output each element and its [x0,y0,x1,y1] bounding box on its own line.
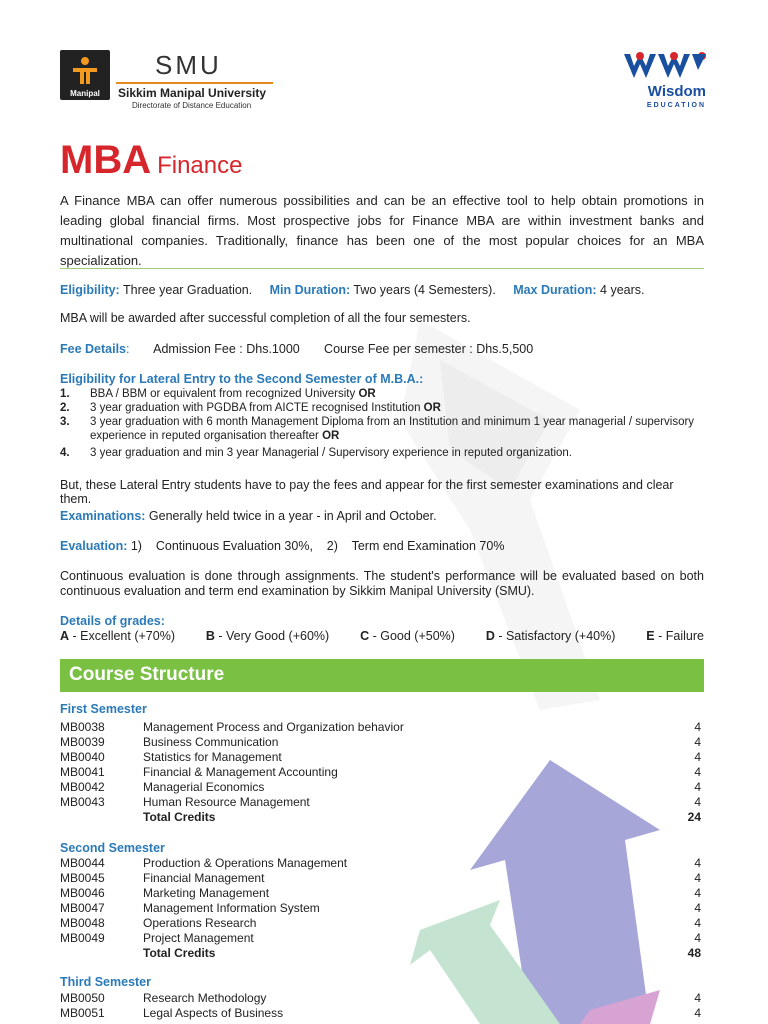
course-code: MB0050 [60,991,105,1005]
total-value: 24 [687,810,701,824]
list-number: 3. [60,416,70,428]
course-code: MB0045 [60,871,105,885]
grade-letter: C [360,629,370,643]
list-text: 3 year graduation with 6 month Management Diploma from an Institution and minimum 1 year managerial / supervisory experience in reputed organisation thereafter [90,416,695,442]
page-title [60,138,242,183]
divider [60,268,704,269]
course-row [60,856,704,871]
course-credits: 4 [694,916,701,930]
grade-item [486,629,616,643]
course-row [60,916,704,931]
title-sub: Finance [157,152,243,179]
wisdom-emblem-icon [622,50,708,82]
course-credits: 4 [694,1006,701,1020]
total-label: Total Credits [143,810,216,824]
course-row [60,765,704,780]
smu-title: SMU [155,50,222,80]
course-row [60,991,704,1006]
grade-item [60,629,175,643]
course-code: MB0051 [60,1006,105,1020]
semester-heading: Third Semester [60,975,152,989]
course-credits: 4 [694,795,701,809]
course-code: MB0042 [60,780,105,794]
course-credits: 4 [694,735,701,749]
course-name: Human Resource Management [143,795,310,809]
course-row [60,735,704,750]
min-duration-label: Min Duration: [269,283,351,297]
total-credits-row [60,946,704,961]
course-name: Financial Management [143,871,265,885]
course-credits: 4 [694,871,701,885]
lateral-list [60,387,706,460]
course-row [60,780,704,795]
course-name: Statistics for Management [143,750,282,764]
course-credits: 4 [694,720,701,734]
grade-item [646,629,704,643]
course-name: Production & Operations Management [143,856,348,870]
list-item [60,387,706,401]
course-code: MB0046 [60,886,105,900]
course-credits: 4 [694,856,701,870]
grade-item [360,629,455,643]
list-text: BBA / BBM or equivalent from recognized University [90,388,356,400]
course-structure-title: Course Structure [69,664,225,685]
list-text: 3 year graduation with PGDBA from AICTE recognised Institution [90,402,421,414]
list-or: OR [322,430,340,442]
list-item [60,401,706,415]
grade-letter: B [205,629,215,643]
examinations-value: Generally held twice in a year - in April and October. [148,509,437,523]
max-duration-value: 4 years. [600,283,645,297]
wisdom-name: Wisdom [647,83,706,100]
course-name: Business Communication [143,735,279,749]
max-duration-label: Max Duration: [513,283,597,297]
directorate-name: Directorate of Distance Education [132,101,252,110]
course-credits: 4 [694,886,701,900]
course-code: MB0041 [60,765,105,779]
list-item [60,415,706,443]
grade-desc: - Failure [654,629,704,643]
course-list [60,720,704,825]
lateral-heading [60,372,704,386]
course-code: MB0040 [60,750,105,764]
intro-paragraph: A Finance MBA can offer numerous possibilities and can be an effective tool to help obtain promotions in leading global financial firms. Most prospective jobs for Finance MBA are within investment banks and multinational companies. Traditionally, finance has been one of the most popular choices for an MBA specialization. [60,193,704,268]
list-or: OR [358,388,376,400]
course-code: MB0048 [60,916,105,930]
course-structure-banner [60,659,704,692]
course-code: MB0047 [60,901,105,915]
list-number: 4. [60,447,70,459]
course-code: MB0044 [60,856,105,870]
wisdom-logo [620,50,710,112]
course-code: MB0038 [60,720,105,734]
course-row [60,1006,704,1021]
evaluation-label: Evaluation: [60,539,128,553]
min-duration-value: Two years (4 Semesters). [353,283,496,297]
manipal-label: Manipal [70,89,100,98]
course-code: MB0049 [60,931,105,945]
examinations-label: Examinations: [60,509,146,523]
course-row [60,931,704,946]
course-code: MB0039 [60,735,105,749]
grade-desc: - Good (+50%) [369,629,455,643]
eligibility-label: Eligibility: [60,283,120,297]
course-name: Financial & Management Accounting [143,765,338,779]
admission-fee: Admission Fee : Dhs.1000 [153,342,300,356]
list-item [60,446,706,460]
smu-rule [116,82,273,84]
education-label: EDUCATION [646,102,706,109]
lateral-note: But, these Lateral Entry students have to pay the fees and appear for the first semester examinations and clear them. [60,478,674,506]
list-text: 3 year graduation and min 3 year Managerial / Supervisory experience in reputed organization. [90,447,573,459]
course-credits: 4 [694,780,701,794]
smu-logo [60,50,110,100]
grade-desc: - Very Good (+60%) [214,629,330,643]
course-credits: 4 [694,901,701,915]
course-name: Legal Aspects of Business [143,1006,284,1020]
course-name: Management Information System [143,901,320,915]
eligibility-row [60,283,704,297]
course-list [60,856,704,961]
course-row [60,750,704,765]
grades-heading [60,614,704,628]
evaluation-value: 1) Continuous Evaluation 30%, 2) Term end Examination 70% [130,539,505,553]
awarded-note: MBA will be awarded after successful completion of all the four semesters. [60,311,471,325]
course-row [60,871,704,886]
grade-letter: E [646,629,655,643]
course-credits: 4 [694,991,701,1005]
course-credits: 4 [694,931,701,945]
grade-desc: - Satisfactory (+40%) [494,629,616,643]
grade-item [206,629,329,643]
course-row [60,795,704,810]
course-name: Operations Research [143,916,257,930]
list-number: 1. [60,388,70,400]
manipal-emblem-icon [70,56,100,86]
grade-letter: A [60,629,70,643]
semester-heading: First Semester [60,702,147,716]
university-name: Sikkim Manipal University [118,86,267,100]
grade-desc: - Excellent (+70%) [69,629,175,643]
course-row [60,901,704,916]
total-credits-row [60,810,704,825]
grades-label: Details of grades: [60,614,165,628]
grades-list [60,629,704,643]
list-or: OR [423,402,441,414]
course-name: Marketing Management [143,886,270,900]
title-main: MBA [60,138,152,182]
total-value: 48 [687,946,701,960]
course-name: Project Management [143,931,254,945]
course-code: MB0043 [60,795,105,809]
grade-letter: D [485,629,495,643]
course-row [60,886,704,901]
course-row [60,720,704,735]
fee-row: Fee Details: Admission Fee : Dhs.1000 Course Fee per semester : Dhs.5,500 [60,342,534,356]
course-fee: Course Fee per semester : Dhs.5,500 [324,342,534,356]
total-label: Total Credits [143,946,216,960]
course-name: Research Methodology [143,991,267,1005]
evaluation-row [60,539,704,553]
list-number: 2. [60,402,70,414]
course-credits: 4 [694,750,701,764]
course-list [60,991,704,1021]
lateral-heading-text: Eligibility for Lateral Entry to the Second Semester of M.B.A.: [60,372,424,386]
eligibility-value: Three year Graduation. [122,283,253,297]
course-name: Management Process and Organization behavior [143,720,404,734]
course-name: Managerial Economics [143,780,265,794]
evaluation-note: Continuous evaluation is done through assignments. The student's performance will be evaluated based on both continuous evaluation and term end examination by Sikkim Manipal University (SMU). [60,569,704,598]
semester-heading: Second Semester [60,841,165,855]
examinations-row [60,509,704,523]
course-credits: 4 [694,765,701,779]
fee-label: Fee Details [60,342,127,356]
